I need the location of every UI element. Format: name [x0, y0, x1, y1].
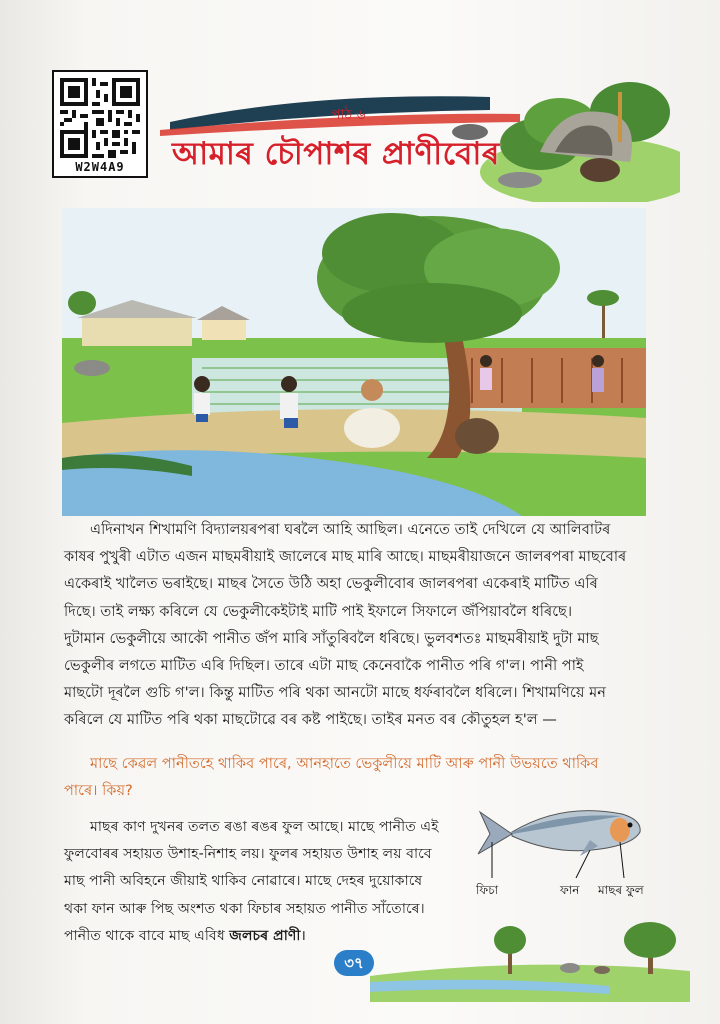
text-line: দিছে। তাই লক্ষ্য কৰিলে যে ভেকুলীকেইটাই মাটি পাই ইফালে সিফালে জঁপিয়াবলৈ ধৰিছে। — [64, 602, 573, 620]
text-suffix: । — [300, 927, 306, 944]
keyword-aquatic-animal: জলচৰ প্ৰাণী — [229, 927, 301, 944]
page-number: ৩৭ — [334, 950, 374, 976]
qr-pattern-icon — [60, 78, 140, 158]
text-line: মাছ পানী অবিহনে জীয়াই থাকিব নোৱাৰে। মাছে দেহৰ দুয়োকাষে — [64, 873, 423, 890]
chapter-title: আমাৰ চৌপাশৰ প্ৰাণীবোৰ — [172, 136, 500, 172]
text-line: কাষৰ পুখুৰী এটাত এজন মাছমৰীয়াই জালেৰে মাছ মাৰি আছে। মাছমৰীয়াজনে জালৰপৰা মাছবোৰ — [64, 548, 627, 566]
text-line: মাছটো দূৰলৈ গুচি গ'ল। কিন্তু মাটিত পৰি থকা আনটো মাছে ধৰ্ফৰাবলৈ ধৰিলে। শিখামণিয়ে মন — [64, 684, 606, 702]
lesson-number: পাঠ ৬ — [331, 107, 366, 123]
bottom-landscape-illustration — [370, 916, 690, 1002]
story-paragraph — [64, 516, 656, 734]
text-line: কৰিলে যে মাটিত পৰি থকা মাছটোৱে বৰ কষ্ট পাইছে। তাইৰ মনত বৰ কৌতুহল হ'ল — — [64, 711, 557, 729]
text-line: মাছৰ কাণ দুখনৰ তলত ৰঙা ৰঙৰ ফুল আছে। মাছে পানীত এই — [90, 819, 439, 835]
text-line: একেৰাই খালৈত ভৰাইছে। মাছৰ সৈতে উঠি অহা ভেকুলীবোৰ জালৰপৰা একেৰাই মাটিত এৰি — [64, 575, 598, 593]
text-line: ফুলবোৰৰ সহায়ত উশাহ-নিশাহ লয়। ফুলৰ সহায়ত উশাহ লয় বাবে — [64, 846, 432, 863]
question-line: মাছে কেৱল পানীতহে থাকিব পাৰে, আনহাতে ভেকুলীয়ে মাটি আৰু পানী উভয়তে থাকিব — [90, 755, 599, 772]
qr-code-label: W2W4A9 — [75, 160, 125, 174]
fish-label-fin: ফান — [560, 883, 580, 897]
text-line: থকা ফান আৰু পিছ অংশত থকা ফিচাৰ সহায়ত পানীত সাঁতোৰে। — [64, 900, 425, 917]
fish-label-tail: ফিচা — [476, 883, 499, 897]
text-prefix: পানীত থাকে বাবে মাছ এবিধ — [64, 927, 230, 944]
village-pond-illustration — [62, 208, 646, 516]
text-line: ভেকুলীৰ লগতে মাটিত এৰি দিছিল। তাৰে এটা মাছ কেনেবাকৈ পানীত পৰি গ'ল। পানী পাই — [64, 657, 584, 675]
fish-diagram — [472, 792, 658, 910]
text-line: দুটামান ভেকুলীয়ে আকৌ পানীত জঁপ মাৰি সাঁতুৰিবলৈ ধৰিছে। ভুলবশতঃ মাছমৰীয়াই দুটা মাছ — [64, 629, 599, 647]
qr-code[interactable] — [52, 70, 148, 178]
fish-label-gill: মাছৰ ফুল — [598, 883, 644, 897]
text-line: এদিনাখন শিখামণি বিদ্যালয়ৰপৰা ঘৰলৈ আহি আছিল। এনেতে তাই দেখিলে যে আলিবাটৰ — [90, 521, 611, 538]
question-line: পাৰে। কিয়? — [64, 782, 133, 800]
